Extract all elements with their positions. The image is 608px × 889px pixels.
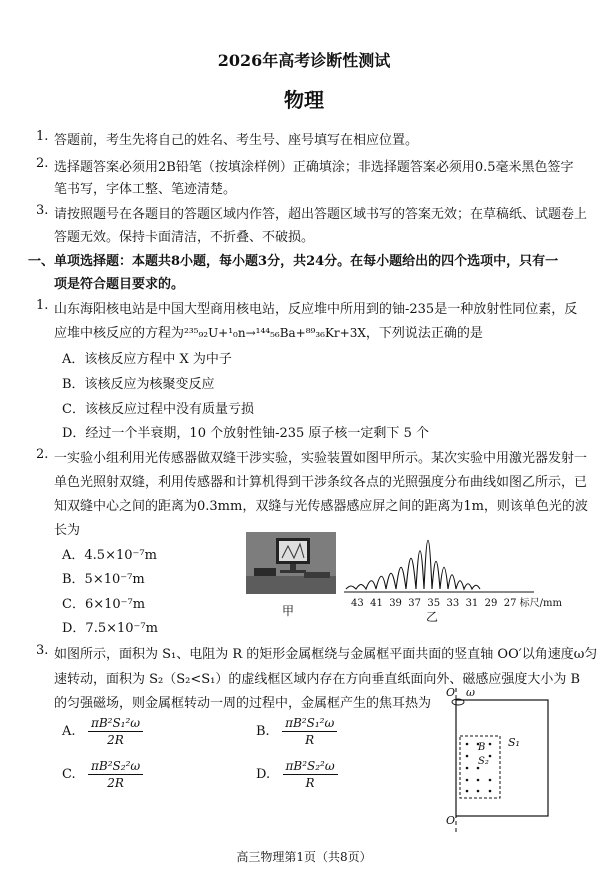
- tick-label: 29: [484, 598, 498, 609]
- omega-label: ω: [466, 686, 475, 699]
- q1-option-a[interactable]: A．该核反应方程中 X 为中子: [62, 352, 232, 367]
- page-footer: 高三物理第1页（共8页）: [236, 850, 372, 864]
- intensity-curve-figure: [344, 522, 564, 596]
- instruction-3-text: 请按照题号在各题目的答题区域内作答，超出答题区域书写的答案无效；在草稿纸、试题卷上: [54, 207, 588, 222]
- rotating-frame-figure: [440, 686, 560, 834]
- fraction-denominator: R: [305, 733, 315, 747]
- q3-stem-line1: 如图所示，面积为 S₁、电阻为 R 的矩形金属框绕与金属框平面共面的竖直轴 OO′以角速度ω匀: [54, 647, 598, 662]
- tick-label: 39: [389, 598, 402, 609]
- q1-number: 1.: [36, 298, 49, 313]
- q3-stem-line2: 速转动，面积为 S₂（S₂<S₁）的虚线框区域内存在方向垂直纸面向外、磁感应强度大小为 B: [54, 672, 581, 687]
- section-1-heading: 一、单项选择题：本题共8小题，每小题3分，共24分。在每小题给出的四个选项中，只有一: [28, 254, 559, 269]
- q2-option-a[interactable]: A．4.5×10⁻⁷m: [62, 548, 157, 563]
- axis-tick-labels: [351, 594, 562, 609]
- tick-label: 35: [427, 598, 441, 609]
- q3-option-a-label: A.: [62, 724, 76, 739]
- q3-option-d[interactable]: [256, 758, 338, 791]
- section-1-heading-cont: 项是符合题目要求的。: [54, 277, 185, 292]
- tick-label: 37: [408, 598, 422, 609]
- fraction-denominator: R: [305, 776, 315, 790]
- figure-yi-label: 乙: [426, 610, 439, 624]
- figure-jia-label: 甲: [282, 604, 295, 618]
- q3-option-b[interactable]: [256, 715, 337, 748]
- apparatus-photo: [246, 532, 336, 594]
- q2-stem-line4: 长为: [54, 523, 81, 538]
- instruction-2-num: 2.: [36, 156, 49, 171]
- axis-unit: 标尺/mm: [519, 598, 563, 609]
- fraction-numerator: πB²S₂²ω: [283, 758, 338, 775]
- q2-stem-line1: 一实验小组利用光传感器做双缝干涉实验，实验装置如图甲所示。某次实验中用激光器发射一: [54, 451, 588, 466]
- q3-option-a[interactable]: [62, 715, 143, 748]
- fraction-numerator: πB²S₂²ω: [88, 758, 143, 775]
- q2-option-c[interactable]: C．6×10⁻⁷m: [62, 597, 146, 612]
- instruction-3-num: 3.: [36, 203, 49, 218]
- axis-label-o: O: [446, 686, 456, 699]
- q3-option-b-label: B.: [256, 724, 270, 739]
- q1-option-d[interactable]: D．经过一个半衰期，10 个放射性铀-235 原子核一定剩下 5 个: [62, 426, 429, 441]
- tick-label: 27: [503, 598, 517, 609]
- b-label: B: [478, 742, 486, 753]
- intensity-curve: [346, 540, 480, 589]
- q3-option-d-label: D.: [256, 767, 271, 782]
- s2-label: S₂: [478, 756, 489, 767]
- q3-option-c-label: C.: [62, 767, 76, 782]
- q1-option-c[interactable]: C．该核反应过程中没有质量亏损: [62, 402, 254, 417]
- fraction-numerator: πB²S₁²ω: [282, 715, 337, 732]
- fraction-denominator: 2R: [107, 733, 124, 747]
- instruction-2-text: 选择题答案必须用2B铅笔（按填涂样例）正确填涂；非选择题答案必须用0.5毫米黑色签字: [54, 160, 574, 175]
- q2-stem-line3: 知双缝中心之间的距离为0.3mm，双缝与光传感器感应屏之间的距离为1m，则该单色光的波: [54, 499, 588, 514]
- s1-label: S₁: [508, 736, 520, 749]
- q3-option-b-fraction: [282, 715, 337, 748]
- apparatus-image: [246, 532, 336, 594]
- fraction-numerator: πB²S₁²ω: [88, 715, 143, 732]
- q2-number: 2.: [36, 447, 49, 462]
- fraction-denominator: 2R: [107, 776, 124, 790]
- q3-option-d-fraction: [283, 758, 338, 791]
- q3-option-c[interactable]: [62, 758, 143, 791]
- axis-label-o-prime: O′: [446, 814, 458, 827]
- q1-stem-line2: [54, 322, 483, 341]
- q3-stem-line3: 的匀强磁场，则金属框转动一周的过程中，金属框产生的焦耳热为: [54, 696, 432, 711]
- q1-option-b[interactable]: B．该核反应为核聚变反应: [62, 377, 215, 392]
- q3-option-c-fraction: [88, 758, 143, 791]
- tick-label: 33: [446, 598, 460, 609]
- tick-label: 41: [370, 598, 383, 609]
- q1-equation: ²³⁵₉₂U+¹₀n→¹⁴⁴₅₆Ba+⁸⁹₃₆Kr+3X: [184, 326, 366, 340]
- q1-stem-line1: 山东海阳核电站是中国大型商用核电站，反应堆中所用到的铀-235是一种放射性同位素，反: [54, 302, 578, 317]
- q2-option-d[interactable]: D．7.5×10⁻⁷m: [62, 621, 158, 636]
- instruction-1-text: 答题前，考生先将自己的姓名、考生号、座号填写在相应位置。: [54, 133, 419, 148]
- tick-label: 31: [465, 598, 479, 609]
- q3-number: 3.: [36, 643, 49, 658]
- tick-label: 43: [351, 598, 364, 609]
- metal-frame: [456, 700, 548, 816]
- q1-stem-post: ，下列说法正确的是: [365, 326, 483, 341]
- instruction-1-num: 1.: [36, 129, 49, 144]
- instruction-2-text-cont: 笔书写，字体工整、笔迹清楚。: [54, 182, 237, 197]
- subject-title: 物理: [284, 88, 324, 112]
- exam-title: 2026年高考诊断性测试: [217, 51, 391, 70]
- q1-stem-pre: 应堆中核反应的方程为: [54, 326, 185, 341]
- q2-option-b[interactable]: B．5×10⁻⁷m: [62, 572, 145, 587]
- instruction-3-text-cont: 答题无效。保持卡面清洁，不折叠、不破损。: [54, 230, 315, 245]
- q2-stem-line2: 单色光照射双缝，利用传感器和计算机得到干涉条纹各点的光照强度分布曲线如图乙所示，已: [54, 475, 588, 490]
- q3-option-a-fraction: [88, 715, 143, 748]
